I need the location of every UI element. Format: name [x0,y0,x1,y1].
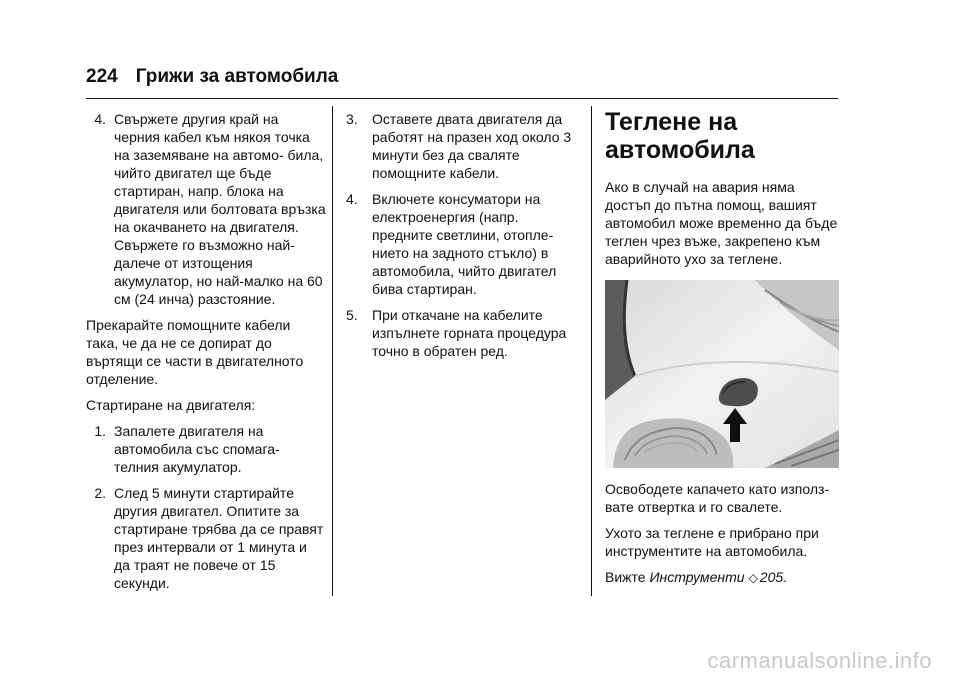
list-item [86,110,326,308]
ref-page[interactable]: 205 [759,569,784,585]
ref-title[interactable]: Инструменти [649,569,745,585]
list-number: 5. [346,307,358,323]
column-divider-1 [332,106,333,596]
list-item [346,190,578,298]
ref-suffix: . [783,569,788,585]
list-text: Оставете двата двигателя да работят на празен ход около 3 минути без да сваляте помощните кабели. [372,111,572,181]
column-divider-2 [591,106,592,596]
section-heading [605,108,839,164]
page-header [86,66,338,88]
paragraph: Ако в случай на авария няма достъп до пътна помощ, вашият автомобил може временно да бъде теглен чрез въже, закрепено към аварийното ухо за теглене. [605,179,838,267]
list-item [346,110,578,182]
header-rule [86,98,838,99]
list-number: 2. [94,485,106,501]
column-1 [86,110,326,600]
list-number: 4. [94,111,106,127]
cross-reference [605,568,839,587]
list-text: Запалете двигателя на автомобила със спомага- телния акумулатор. [114,423,280,475]
list-text: Включете консуматори на електроенергия (напр. предните светлини, отопле- нието на задното стъкло) в автомобила, чийто двигател бива стартиран. [372,191,557,297]
paragraph: Прекарайте помощните кабели така, че да не се допират до въртящи се части в двигателното отделение. [86,317,304,387]
list-number: 4. [346,191,358,207]
tow-eye-cover-illustration [605,280,839,468]
paragraph: Освободете капачето като използ- вате отвертка и го свалете. [605,481,830,515]
list-item [86,484,326,592]
column-3 [605,108,839,595]
watermark: carmanualsonline.info [707,648,932,673]
list-number: 3. [346,111,358,127]
page-title: Грижи за автомобила [135,66,339,87]
ref-prefix: Вижте [605,569,646,585]
list-text: Свържете другия край на черния кабел към някоя точка на заземяване на автомо- била, чийто двигател ще бъде стартиран, напр. блока на двигателя или болтовата връзка на окачването на двигателя. Свържете го възможно най-далече от изтощения акумулатор, но най-малко на 60 см (24 инча) разстояние. [114,111,326,307]
page-ref-arrow-icon: ◇ [748,571,758,585]
list-text: При откачане на кабелите изпълнете горната процедура точно в обратен ред. [372,307,567,359]
page-number: 224 [86,66,118,87]
heading-line: Теглене на [605,108,738,136]
list-item [86,422,326,476]
paragraph: Ухото за теглене е прибрано при инструментите на автомобила. [605,525,819,559]
column-2 [346,110,578,368]
list-number: 1. [94,423,106,439]
list-text: След 5 минути стартирайте другия двигател. Опитите за стартиране трябва да се правят през интервали от 1 минута и да траят не повече от 15 секунди. [114,485,324,591]
heading-line: автомобила [605,136,755,164]
paragraph: Стартиране на двигателя: [86,397,256,413]
list-item [346,306,578,360]
